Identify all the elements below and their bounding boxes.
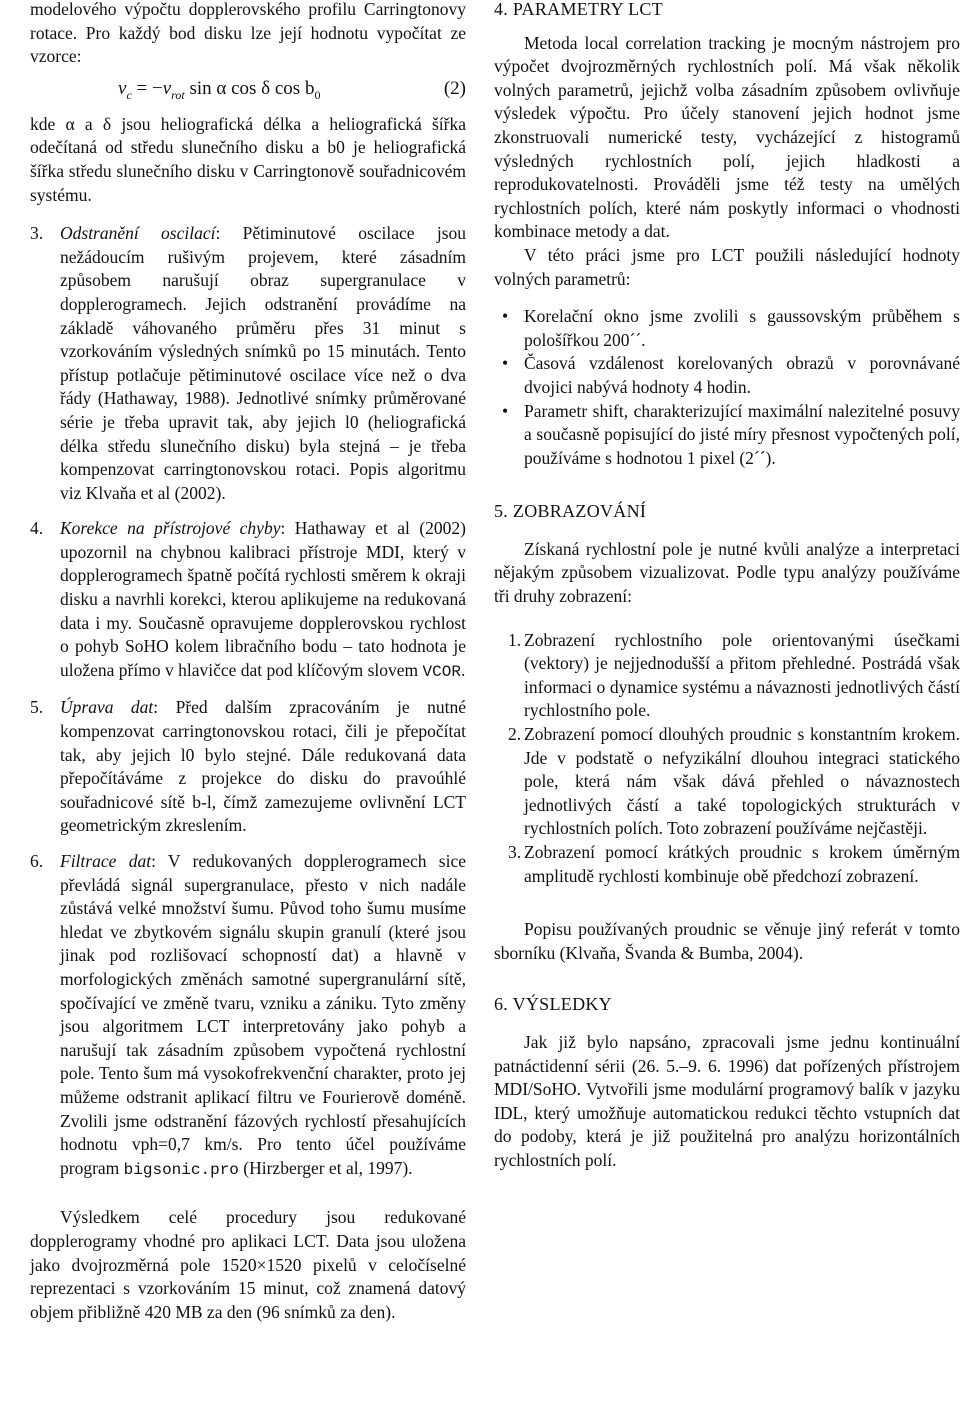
paragraph-result: Výsledkem celé procedury jsou redukované dopplerogramy vhodné pro aplikaci LCT. Data jsou uložena jako dvojrozměrná pole 1520×1520 pixelů v celočíselné reprezentaci s vzorkováním 15 minut, což znamená datový objem přibližně 420 MB za den (96 snímků za den). <box>30 1207 466 1322</box>
bullet-icon: • <box>502 400 509 421</box>
paragraph-results: Jak již bylo napsáno, zpracovali jsme jednu kontinuální patnáctidenní sérii (26. 5.–9. 6. 1996) dat pořízených přístrojem MDI/SoHO. Vytvořili jsme modulární programový balík v jazyku IDL, který umožňuje automatickou redukci těchto vstupních dat do podoby, která je již použitelná pro analýzu horizontálních rychlostních polí. <box>494 1031 960 1170</box>
equation-2 <box>30 73 466 107</box>
bullet-icon: • <box>502 353 509 374</box>
bullet-item: • Parametr shift, charakterizující maximální nalezitelné posuvy a současně popisující do jisté míry přesnost vypočtených polí, používáme s hodnotou 1 pixel (2´´). <box>502 400 960 468</box>
equation-number: (2) <box>443 77 466 99</box>
bullet-item: • Časová vzdálenost korelovaných obrazů v porovnávané dvojici nabývá hodnoty 4 hodin. <box>502 353 960 397</box>
numbered-item: 2. Zobrazení pomocí dlouhých proudnic s konstantním krokem. Jde v podstatě o nefyzikální dlouhou integraci statického pole, která nám však dává přehled o návaznostech jednotlivých částí a také topologických strukturách v rychlostních polích. Toto zobrazení používáme nejčastěji. <box>508 724 960 839</box>
paragraph-lct-1: Metoda local correlation tracking je mocným nástrojem pro výpočet dvojrozměrných rychlostních polí. Má však několik volných parametrů, jejichž volba zásadním způsobem ovlivňuje výsledek výpočtu. Pro účely stanovení jejich hodnot jsme zkonstruovali numerické testy, vycházející z histogramů výsledných rychlostních polí, jejich hladkosti a reprodukovatelnosti. Prováděli jsme též testy na umělých rychlostních polích, které nám poskytly informaci o vhodnosti kombinace metody a dat. <box>494 32 960 242</box>
paragraph-streamlines: Popisu používaných proudnic se věnuje jiný referát v tomto sborníku (Klvaňa, Švanda & Bumba, 2004). <box>494 919 960 963</box>
section-heading-4: 4. PARAMETRY LCT <box>494 0 663 19</box>
section-heading-6: 6. VÝSLEDKY <box>494 994 612 1015</box>
right-column <box>494 0 960 1173</box>
bullet-icon: • <box>502 306 509 327</box>
numbered-item: 1. Zobrazení rychlostního pole orientovanými úsečkami (vektory) je nejjednodušší a přitom přehledné. Postrádá však informaci o dynamice systému a návaznosti jednotlivých částí rychlostního pole. <box>508 629 960 721</box>
left-column <box>30 0 466 1324</box>
equation-body: $v_c = -v_{rot}$ sin α cos δ $\cos b_0$ <box>118 77 321 102</box>
code-bigsonic: bigsonic.pro <box>123 1160 239 1179</box>
paragraph-display: Získaná rychlostní pole je nutné kvůli analýze a interpretaci nějakým způsobem vizualizovat. Podle typu analýzy používáme tři druhy zobrazení: <box>494 538 960 607</box>
list-item-5: 5. Úprava dat: Před dalším zpracováním je nutné kompenzovat carringtonovskou rotaci, čili je přepočítat tak, aby jejich l0 bylo stejné. Dále redukovaná data přepočítáváme z projekce do disku do pravoúhlé souřadnicové sítě b-l, čímž zamezujeme ovlivnění LCT geometrickým zkreslením. <box>30 697 467 836</box>
paragraph-lct-2: V této práci jsme pro LCT použili následující hodnoty volných parametrů: <box>494 244 960 289</box>
bullet-item: • Korelační okno jsme zvolili s gaussovským průběhem s pološířkou 200´´. <box>502 306 960 350</box>
list-item-4: 4. Korekce na přístrojové chyby: Hathaway et al (2002) upozornil na chybnou kalibraci přístroje MDI, který v dopplerogramech špatně počítá rychlosti směrem k okraji disku a navrhli korekci, kterou aplikujeme na redukovaná data i my. Současně opravujeme dopplerovskou rychlost o pohyb SoHO kolem libračního bodu – tato hodnota je uložena přímo v hlavičce dat pod klíčovým slovem VCOR. <box>30 518 466 681</box>
numbered-item: 3. Zobrazení pomocí krátkých proudnic s krokem úměrným amplitudě rychlosti kombinuje obě předchozí zobrazení. <box>508 842 960 886</box>
section-heading-5: 5. ZOBRAZOVÁNÍ <box>494 501 647 522</box>
list-item-6: 6. Filtrace dat: V redukovaných dopplerogramech sice převládá signál supergranulace, přesto v nich nadále zůstává velké množství šumu. Původ toho šumu musíme hledat ve zbytkovém signálu skupin granulí (které jsou jinak pod rozlišovací schopností dat) a hlavně v morfologických změnách samotné supergranulární sítě, spočívající ve změně tvaru, vzniku a zániku. Tyto změny jsou algoritmem LCT interpretovány jako pohyb a narušují tak zásadním způsobem vypočtená rychlostní pole. Tento šum má vysokofrekvenční charakter, proto jej můžeme odstranit aplikací filtru ve Fourierově doméně. Zvolili jsme odstranění fázových rychlostí přesahujících hodnotu vph=0,7 km/s. Pro tento účel používáme program bigsonic.pro (Hirzberger et al, 1997). <box>30 851 467 1179</box>
paragraph-after-equation: kde α a δ jsou heliografická délka a heliografická šířka odečítaná od středu slunečního disku a b0 je heliografická šířka středu slunečního disku v Carringtonově souřadnicovém systému. <box>30 113 466 205</box>
paragraph-intro: modelového výpočtu dopplerovského profilu Carringtonovy rotace. Pro každý bod disku lze její hodnotu vypočítat ze vzorce: <box>30 0 466 67</box>
list-item-3: 3. Odstranění oscilací: Pětiminutové oscilace jsou nežádoucím rušivým projevem, které zásadním způsobem narušují obraz supergranulace v dopplerogramech. Jejich odstranění provádíme na základě váhovaného průměru přes 31 minut s vzorkováním výsledných snímků po 15 minutách. Tento přístup potlačuje pětiminutové oscilace více než o dva řády (Hathaway, 1988). Jednotlivé snímky průměrované série je třeba upravit tak, aby jejich l0 (heliografická délka středu slunečního disku) byla stejná – je třeba kompenzovat carringtonovskou rotaci. Popis algoritmu viz Klvaňa et al (2002). <box>30 223 467 503</box>
code-vcor: VCOR <box>422 662 461 681</box>
